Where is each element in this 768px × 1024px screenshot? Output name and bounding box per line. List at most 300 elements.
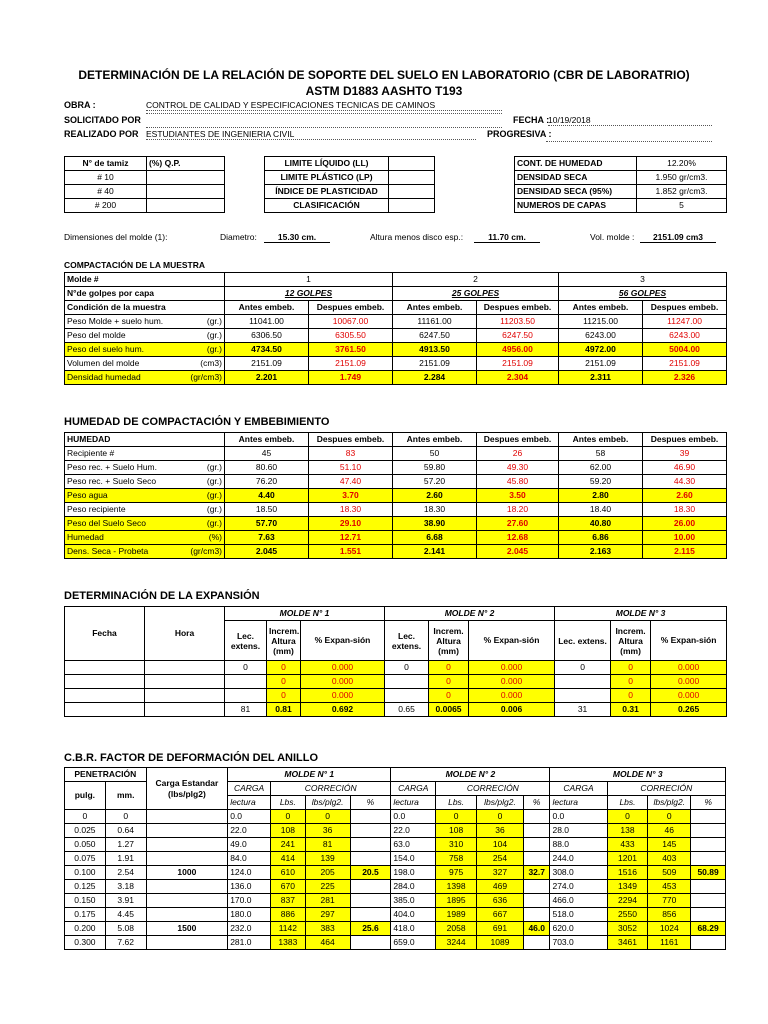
col-header-despues: Despues embeb. [643, 301, 727, 315]
data-cell: 281.0 [228, 936, 271, 950]
progresiva-line [546, 140, 712, 142]
table-row [65, 329, 727, 343]
correction-header: CORRECIÓN [607, 782, 725, 796]
data-cell: 1383 [271, 936, 306, 950]
data-cell: 2.201 [225, 371, 309, 385]
data-cell: 2.045 [477, 545, 559, 559]
prop-value: 1.852 gr/cm3. [637, 185, 727, 199]
data-cell [350, 824, 391, 838]
data-cell: 0.000 [651, 689, 727, 703]
data-cell: 2151.09 [309, 357, 393, 371]
data-cell: 26 [477, 447, 559, 461]
col-header-despues: Despues embeb. [477, 301, 559, 315]
data-cell: 0.300 [65, 936, 106, 950]
data-cell: 0 [429, 689, 469, 703]
mold-header: MOLDE N° 3 [555, 607, 727, 621]
data-cell: 11247.00 [643, 315, 727, 329]
mold-number: 1 [225, 273, 393, 287]
col-header-antes: Antes embeb. [559, 433, 643, 447]
data-cell [146, 838, 228, 852]
data-cell: 0 [225, 661, 267, 675]
progresiva-label: PROGRESIVA : [487, 129, 552, 139]
data-cell: 2.304 [477, 371, 559, 385]
data-cell: 0 [648, 810, 691, 824]
row-unit: (cm3) [200, 358, 222, 368]
table-row [65, 661, 727, 675]
data-cell [225, 689, 267, 703]
row-unit: (gr.) [206, 504, 222, 514]
table-row [65, 503, 727, 517]
sieve-cell: # 200 [65, 199, 147, 213]
row-label-text: Peso del Suelo Seco [67, 518, 146, 528]
table-row [65, 894, 726, 908]
limits-table [264, 156, 435, 213]
realizado-label: REALIZADO POR [64, 129, 139, 139]
row-unit: (gr.) [206, 330, 222, 340]
data-cell [385, 675, 429, 689]
mold-number: 3 [559, 273, 727, 287]
height-value: 11.70 cm. [474, 232, 540, 243]
data-cell: 0.0 [391, 810, 436, 824]
reading-header: Lec. extens. [385, 621, 429, 661]
data-cell: 59.80 [393, 461, 477, 475]
data-cell: 57.20 [393, 475, 477, 489]
moisture-table [64, 432, 727, 559]
data-cell: 281 [305, 894, 350, 908]
data-cell: 205 [305, 866, 350, 880]
solicitado-line [146, 126, 502, 128]
compaction-table [64, 272, 727, 385]
data-cell: 0.0 [550, 810, 607, 824]
data-cell: 0 [429, 661, 469, 675]
data-cell: 0 [611, 675, 651, 689]
data-cell: 4913.50 [393, 343, 477, 357]
data-cell: 856 [648, 908, 691, 922]
data-cell: 58 [559, 447, 643, 461]
expansion-section-title: DETERMINACIÓN DE LA EXPANSIÓN [64, 590, 260, 602]
data-cell: 383 [305, 922, 350, 936]
data-cell [523, 824, 550, 838]
data-cell: 3.50 [477, 489, 559, 503]
data-cell: 758 [436, 852, 477, 866]
time-cell [145, 703, 225, 717]
data-cell: 32.7 [523, 866, 550, 880]
data-cell [691, 810, 726, 824]
mm-header: mm. [105, 782, 146, 810]
row-unit: (gr/cm3) [190, 372, 222, 382]
data-cell: 46.90 [643, 461, 727, 475]
data-cell: 10067.00 [309, 315, 393, 329]
correction-header: CORRECIÓN [271, 782, 391, 796]
data-cell: 45 [225, 447, 309, 461]
row-label [65, 343, 225, 357]
data-cell: 4972.00 [559, 343, 643, 357]
row-unit: (gr.) [206, 344, 222, 354]
data-cell: 6305.50 [309, 329, 393, 343]
volume-value: 2151.09 cm3 [640, 232, 716, 243]
table-row [65, 922, 726, 936]
data-cell: 886 [271, 908, 306, 922]
data-cell: 45.80 [477, 475, 559, 489]
data-cell: 2.80 [559, 489, 643, 503]
row-label-text: Volumen del molde [67, 358, 140, 368]
row-label-text: Peso del molde [67, 330, 126, 340]
realizado-value: ESTUDIANTES DE INGENIERIA CIVIL [146, 129, 476, 140]
data-cell: 6306.50 [225, 329, 309, 343]
data-cell: 3461 [607, 936, 648, 950]
data-cell: 198.0 [391, 866, 436, 880]
load-header: CARGA [391, 782, 436, 796]
data-cell [523, 908, 550, 922]
fecha-label: FECHA : [513, 115, 550, 125]
data-cell: 2294 [607, 894, 648, 908]
lbs-plg2-subheader: lbs/plg2. [305, 796, 350, 810]
data-cell: 47.40 [309, 475, 393, 489]
data-cell: 2151.09 [643, 357, 727, 371]
data-cell: 469 [477, 880, 524, 894]
row-label [65, 447, 225, 461]
limit-label: ÍNDICE DE PLASTICIDAD [265, 185, 389, 199]
time-cell [145, 675, 225, 689]
height-label: Altura menos disco esp.: [370, 232, 464, 242]
data-cell: 1989 [436, 908, 477, 922]
data-cell: 0.265 [651, 703, 727, 717]
data-cell: 51.10 [309, 461, 393, 475]
percent-subheader: % [350, 796, 391, 810]
row-label-text: Peso rec. + Suelo Hum. [67, 462, 158, 472]
percent-subheader: % [523, 796, 550, 810]
date-cell [65, 689, 145, 703]
data-cell: 1516 [607, 866, 648, 880]
data-cell: 81 [225, 703, 267, 717]
data-cell: 18.30 [643, 503, 727, 517]
data-cell: 1201 [607, 852, 648, 866]
data-cell: 418.0 [391, 922, 436, 936]
col-header-antes: Antes embeb. [559, 301, 643, 315]
table-row [65, 315, 727, 329]
data-cell: 0.692 [301, 703, 385, 717]
col-header-despues: Despues embeb. [477, 433, 559, 447]
data-cell: 0.0065 [429, 703, 469, 717]
table-row [65, 852, 726, 866]
data-cell: 2.311 [559, 371, 643, 385]
table-row [65, 357, 727, 371]
data-cell: 2.284 [393, 371, 477, 385]
data-cell: 2151.09 [559, 357, 643, 371]
data-cell: 26.00 [643, 517, 727, 531]
data-cell: 2.163 [559, 545, 643, 559]
data-cell [691, 936, 726, 950]
data-cell: 0 [436, 810, 477, 824]
table-row [65, 489, 727, 503]
data-cell: 40.80 [559, 517, 643, 531]
sieve-header: (%) Q.P. [147, 157, 225, 171]
penetration-header: PENETRACIÓN [65, 768, 147, 782]
sieve-header: N° de tamiz [65, 157, 147, 171]
lbs-subheader: Lbs. [436, 796, 477, 810]
data-cell [350, 880, 391, 894]
data-cell: 0.81 [267, 703, 301, 717]
data-cell: 0.075 [65, 852, 106, 866]
row-label: HUMEDAD [65, 433, 225, 447]
data-cell [691, 838, 726, 852]
data-cell: 18.50 [225, 503, 309, 517]
data-cell: 76.20 [225, 475, 309, 489]
data-cell: 0.100 [65, 866, 106, 880]
data-cell: 2151.09 [393, 357, 477, 371]
table-row [65, 703, 727, 717]
row-unit: (gr.) [206, 490, 222, 500]
data-cell: 12.68 [477, 531, 559, 545]
mold-header: MOLDE N° 2 [385, 607, 555, 621]
data-cell: 274.0 [550, 880, 607, 894]
data-cell: 1500 [146, 922, 228, 936]
blows-count: 25 GOLPES [393, 287, 559, 301]
data-cell: 327 [477, 866, 524, 880]
data-cell: 6243.00 [559, 329, 643, 343]
data-cell: 1000 [146, 866, 228, 880]
row-label [65, 315, 225, 329]
obra-label: OBRA : [64, 100, 96, 110]
data-cell [146, 908, 228, 922]
data-cell: 10.00 [643, 531, 727, 545]
data-cell: 22.0 [228, 824, 271, 838]
data-cell: 6.86 [559, 531, 643, 545]
data-cell [555, 675, 611, 689]
data-cell: 88.0 [550, 838, 607, 852]
data-cell: 18.40 [559, 503, 643, 517]
col-header-despues: Despues embeb. [309, 301, 393, 315]
expansion-pct-header: % Expan-sión [651, 621, 727, 661]
data-cell: 0.025 [65, 824, 106, 838]
mold-header: MOLDE N° 1 [225, 607, 385, 621]
data-cell: 0.125 [65, 880, 106, 894]
row-label [65, 461, 225, 475]
data-cell: 0 [429, 675, 469, 689]
increment-header: Increm. Altura (mm) [267, 621, 301, 661]
mold-header: MOLDE N° 2 [391, 768, 550, 782]
col-header-antes: Antes embeb. [225, 433, 309, 447]
data-cell: 46 [648, 824, 691, 838]
table-row [65, 447, 727, 461]
data-cell: 975 [436, 866, 477, 880]
row-label-text: Peso Molde + suelo hum. [67, 316, 164, 326]
correction-header: CORRECIÓN [436, 782, 550, 796]
data-cell [146, 810, 228, 824]
data-cell: 0.31 [611, 703, 651, 717]
data-cell [146, 894, 228, 908]
prop-label: CONT. DE HUMEDAD [515, 157, 637, 171]
data-cell [523, 838, 550, 852]
row-unit: (gr.) [206, 462, 222, 472]
data-cell: 0 [267, 675, 301, 689]
row-unit: (gr.) [206, 316, 222, 326]
cbr-table [64, 767, 726, 950]
prop-value: 1.950 gr/cm3. [637, 171, 727, 185]
row-label: Molde # [65, 273, 225, 287]
row-label-text: Recipiente # [67, 448, 115, 458]
data-cell: 1.27 [105, 838, 146, 852]
data-cell [350, 936, 391, 950]
data-cell [691, 894, 726, 908]
table-row [65, 866, 726, 880]
compaction-section-title: COMPACTACIÓN DE LA MUESTRA [64, 260, 206, 270]
data-cell: 1.91 [105, 852, 146, 866]
data-cell: 464 [305, 936, 350, 950]
data-cell: 11041.00 [225, 315, 309, 329]
reading-header: Lec. extens. [225, 621, 267, 661]
data-cell: 284.0 [391, 880, 436, 894]
time-cell [145, 689, 225, 703]
prop-label: DENSIDAD SECA [515, 171, 637, 185]
data-cell: 22.0 [391, 824, 436, 838]
lbs-plg2-subheader: lbs/plg2. [648, 796, 691, 810]
row-label [65, 531, 225, 545]
data-cell: 0.200 [65, 922, 106, 936]
data-cell: 2151.09 [477, 357, 559, 371]
data-cell: 2550 [607, 908, 648, 922]
date-cell [65, 675, 145, 689]
row-label-text: Dens. Seca - Probeta [67, 546, 149, 556]
data-cell: 509 [648, 866, 691, 880]
row-label-text: Densidad humedad [67, 372, 141, 382]
data-cell: 154.0 [391, 852, 436, 866]
data-cell [523, 894, 550, 908]
data-cell: 1161 [648, 936, 691, 950]
data-cell [385, 689, 429, 703]
date-cell [65, 661, 145, 675]
table-row [65, 838, 726, 852]
data-cell: 0.000 [301, 661, 385, 675]
data-cell [146, 824, 228, 838]
data-cell: 225 [305, 880, 350, 894]
data-cell [350, 908, 391, 922]
data-cell: 2151.09 [225, 357, 309, 371]
data-cell: 138 [607, 824, 648, 838]
data-cell: 31 [555, 703, 611, 717]
table-row [65, 824, 726, 838]
obra-value: CONTROL DE CALIDAD Y ESPECIFICACIONES TECNICAS DE CAMINOS [146, 100, 502, 111]
moisture-section-title: HUMEDAD DE COMPACTACIÓN Y EMBEBIMIENTO [64, 416, 330, 428]
data-cell: 83 [309, 447, 393, 461]
data-cell: 12.71 [309, 531, 393, 545]
data-cell: 0 [385, 661, 429, 675]
data-cell: 29.10 [309, 517, 393, 531]
data-cell: 136.0 [228, 880, 271, 894]
data-cell: 453 [648, 880, 691, 894]
blows-count: 56 GOLPES [559, 287, 727, 301]
data-cell [523, 880, 550, 894]
data-cell: 27.60 [477, 517, 559, 531]
data-cell: 691 [477, 922, 524, 936]
data-cell: 50 [393, 447, 477, 461]
data-cell: 385.0 [391, 894, 436, 908]
expansion-pct-header: % Expan-sión [301, 621, 385, 661]
data-cell: 1895 [436, 894, 477, 908]
diameter-value: 15.30 cm. [264, 232, 330, 243]
row-label [65, 371, 225, 385]
data-cell: 6.68 [393, 531, 477, 545]
data-cell: 81 [305, 838, 350, 852]
data-cell: 57.70 [225, 517, 309, 531]
data-cell [691, 880, 726, 894]
data-cell: 636 [477, 894, 524, 908]
col-header-despues: Despues embeb. [309, 433, 393, 447]
sieve-table [64, 156, 225, 213]
data-cell: 837 [271, 894, 306, 908]
expansion-time-header: Hora [145, 607, 225, 661]
data-cell: 0.65 [385, 703, 429, 717]
data-cell: 3244 [436, 936, 477, 950]
data-cell: 20.5 [350, 866, 391, 880]
data-cell: 6247.50 [477, 329, 559, 343]
data-cell: 659.0 [391, 936, 436, 950]
table-row [65, 475, 727, 489]
data-cell: 0 [477, 810, 524, 824]
data-cell [350, 852, 391, 866]
row-label-text: Peso recipiente [67, 504, 126, 514]
row-label [65, 517, 225, 531]
limit-label: LIMITE PLÁSTICO (LP) [265, 171, 389, 185]
data-cell [555, 689, 611, 703]
data-cell: 0 [611, 689, 651, 703]
data-cell: 0 [271, 810, 306, 824]
col-header-antes: Antes embeb. [393, 301, 477, 315]
data-cell [350, 810, 391, 824]
row-label [65, 357, 225, 371]
data-cell: 18.30 [309, 503, 393, 517]
row-unit: (gr.) [206, 518, 222, 528]
data-cell: 5004.00 [643, 343, 727, 357]
data-cell: 44.30 [643, 475, 727, 489]
data-cell: 104 [477, 838, 524, 852]
data-cell: 145 [648, 838, 691, 852]
date-cell [65, 703, 145, 717]
data-cell: 0.64 [105, 824, 146, 838]
data-cell: 0 [267, 689, 301, 703]
data-cell: 68.29 [691, 922, 726, 936]
data-cell [350, 838, 391, 852]
table-row [65, 689, 727, 703]
row-unit: (%) [208, 532, 222, 542]
data-cell: 3.18 [105, 880, 146, 894]
data-cell: 6247.50 [393, 329, 477, 343]
lbs-subheader: Lbs. [271, 796, 306, 810]
data-cell: 62.00 [559, 461, 643, 475]
data-cell: 0 [65, 810, 106, 824]
increment-header: Increm. Altura (mm) [429, 621, 469, 661]
data-cell: 38.90 [393, 517, 477, 531]
blows-count: 12 GOLPES [225, 287, 393, 301]
row-label [65, 475, 225, 489]
data-cell: 232.0 [228, 922, 271, 936]
data-cell: 39 [643, 447, 727, 461]
data-cell: 4.45 [105, 908, 146, 922]
load-header: CARGA [550, 782, 607, 796]
prop-value: 12.20% [637, 157, 727, 171]
data-cell: 7.62 [105, 936, 146, 950]
data-cell [350, 894, 391, 908]
cbr-section-title: C.B.R. FACTOR DE DEFORMACIÓN DEL ANILLO [64, 752, 319, 764]
data-cell: 18.30 [393, 503, 477, 517]
col-header-antes: Antes embeb. [393, 433, 477, 447]
data-cell: 0 [607, 810, 648, 824]
data-cell: 254 [477, 852, 524, 866]
row-label [65, 329, 225, 343]
data-cell: 25.6 [350, 922, 391, 936]
data-cell: 84.0 [228, 852, 271, 866]
data-cell [523, 936, 550, 950]
